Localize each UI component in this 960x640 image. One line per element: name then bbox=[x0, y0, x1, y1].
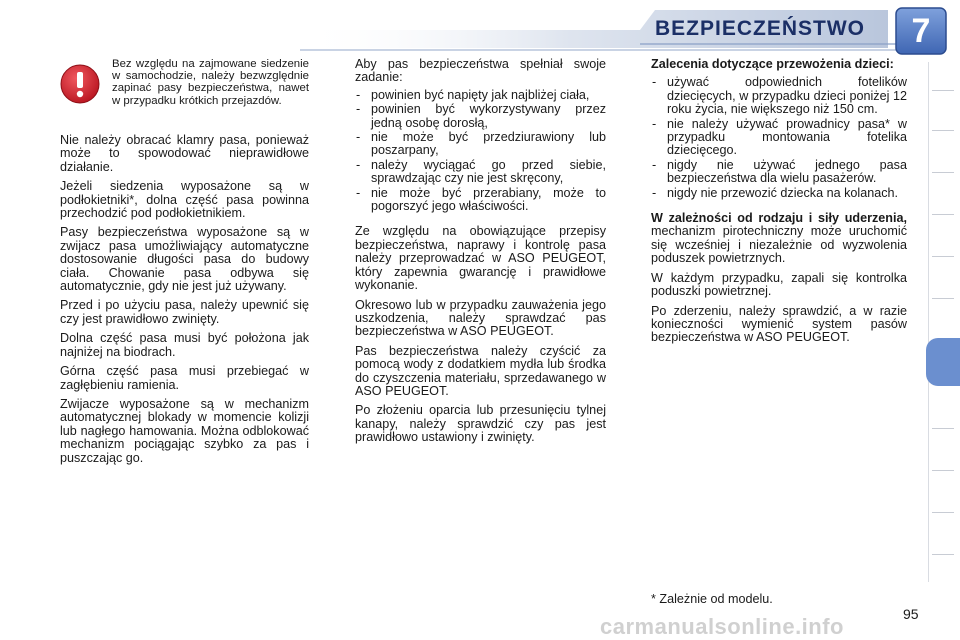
paragraph: Górna część pasa musi przebiegać w zagłębieniu ramienia. bbox=[60, 364, 309, 392]
list-item: - powinien być napięty jak najbliżej ciała, bbox=[355, 89, 606, 102]
column-right bbox=[651, 58, 907, 351]
tab-divider bbox=[932, 256, 954, 257]
paragraph: Po złożeniu oparcia lub przesunięciu tylnej kanapy, należy sprawdzić czy pas jest prawidłowo ustawiony i zwinięty. bbox=[355, 403, 606, 445]
section-heading-children: Zalecenia dotyczące przewożenia dzieci: bbox=[651, 57, 894, 71]
list-item: - nie może być przedziurawiony lub poszarpany, bbox=[355, 131, 606, 158]
chapter-tabs bbox=[926, 62, 960, 582]
tab-divider bbox=[932, 130, 954, 131]
list-item: - powinien być wykorzystywany przez jedną osobę dorosłą, bbox=[355, 103, 606, 130]
paragraph: Ze względu na obowiązujące przepisy bezpieczeństwa, naprawy i kontrolę pasa należy przeprowadzać w ASO PEUGEOT, który zapewnia gwarancję i prawidłowe wykonanie. bbox=[355, 224, 606, 293]
chapter-number: 7 bbox=[911, 12, 931, 50]
paragraph-intro: Aby pas bezpieczeństwa spełniał swoje zadanie: bbox=[355, 57, 606, 85]
paragraph: Przed i po użyciu pasa, należy upewnić się czy jest prawidłowo zwinięty. bbox=[60, 298, 309, 326]
page-number: 95 bbox=[903, 606, 919, 622]
paragraph: Okresowo lub w przypadku zauważenia jego uszkodzenia, należy sprawdzać pas bezpieczeństwa w ASO PEUGEOT. bbox=[355, 297, 606, 339]
column-left bbox=[60, 58, 309, 471]
tab-strip-border bbox=[928, 62, 929, 582]
paragraph: Pas bezpieczeństwa należy czyścić za pomocą wody z dodatkiem mydła lub środka do czyszczenia materiału, sprzedawanego w ASO PEUGEOT. bbox=[355, 343, 606, 398]
requirements-list bbox=[355, 89, 606, 214]
page-header bbox=[0, 0, 960, 62]
list-item: - nigdy nie używać jednego pasa bezpieczeństwa dla wielu pasażerów. bbox=[651, 159, 907, 186]
tab-divider bbox=[932, 214, 954, 215]
watermark: carmanualsonline.info bbox=[600, 614, 844, 639]
paragraph-rest: mechanizm pirotechniczny może uruchomić się wcześniej i niezależnie od wyzwolenia poduszek powietrznych. bbox=[651, 224, 907, 266]
tab-divider bbox=[932, 554, 954, 555]
paragraph: Zwijacze wyposażone są w mechanizm automatycznej blokady w momencie kolizji lub nagłego hamowania. Można odblokować mechanizm pociągając szybko za pas i puszczając go. bbox=[60, 396, 309, 465]
column-middle bbox=[355, 58, 606, 451]
footnote: * Zależnie od modelu. bbox=[651, 592, 773, 606]
tab-divider bbox=[932, 90, 954, 91]
tab-divider bbox=[932, 172, 954, 173]
tab-divider bbox=[932, 512, 954, 513]
children-recommendations-list bbox=[651, 76, 907, 200]
warning-text: Bez względu na zajmowane siedzenie w samochodzie, należy bezwzględnie zapinać pasy bezpieczeństwa, nawet w przypadku krótkich przejazdów. bbox=[112, 58, 309, 107]
warning-exclamation-icon bbox=[60, 64, 100, 104]
paragraph: Dolna część pasa musi być położona jak najniżej na biodrach. bbox=[60, 331, 309, 359]
list-item: - nie należy używać prowadnicy pasa* w przypadku montowania fotelika dziecięcego. bbox=[651, 118, 907, 158]
tab-divider bbox=[932, 298, 954, 299]
list-item: - nie może być przerabiany, może to pogorszyć jego właściwości. bbox=[355, 187, 606, 214]
list-item: - używać odpowiednich fotelików dziecięcych, w przypadku dzieci poniżej 12 roku życia, nie większego niż 150 cm. bbox=[651, 76, 907, 116]
paragraph: Jeżeli siedzenia wyposażone są w podłokietniki*, dolna część pasa powinna przechodzić pod podłokietnikiem. bbox=[60, 179, 309, 221]
paragraph: Po zderzeniu, należy sprawdzić, a w razie konieczności wymienić system pasów bezpieczeństwa w ASO PEUGEOT. bbox=[651, 303, 907, 345]
list-item: - nigdy nie przewozić dziecka na kolanach. bbox=[651, 187, 907, 200]
paragraph-pyrotechnic bbox=[651, 212, 907, 266]
paragraph: Nie należy obracać klamry pasa, ponieważ może to spowodować nieprawidłowe działanie. bbox=[60, 133, 309, 174]
tab-divider bbox=[932, 428, 954, 429]
tab-divider bbox=[932, 470, 954, 471]
chapter-tab-active[interactable] bbox=[926, 338, 960, 386]
warning-box bbox=[60, 58, 309, 124]
paragraph: W każdym przypadku, zapali się kontrolka poduszki powietrznej. bbox=[651, 270, 907, 299]
page-title: BEZPIECZEŃSTWO bbox=[654, 17, 865, 40]
paragraph: Pasy bezpieczeństwa wyposażone są w zwijacz pasa umożliwiający automatyczne dostosowanie długości pasa do budowy ciała. Chowanie pasa odbywa się automatycznie, gdy nie jest już używany. bbox=[60, 225, 309, 294]
list-item: - należy wyciągać go przed siebie, sprawdzając czy nie jest skręcony, bbox=[355, 159, 606, 186]
bold-lead: W zależności od rodzaju i siły uderzenia, bbox=[651, 211, 907, 226]
